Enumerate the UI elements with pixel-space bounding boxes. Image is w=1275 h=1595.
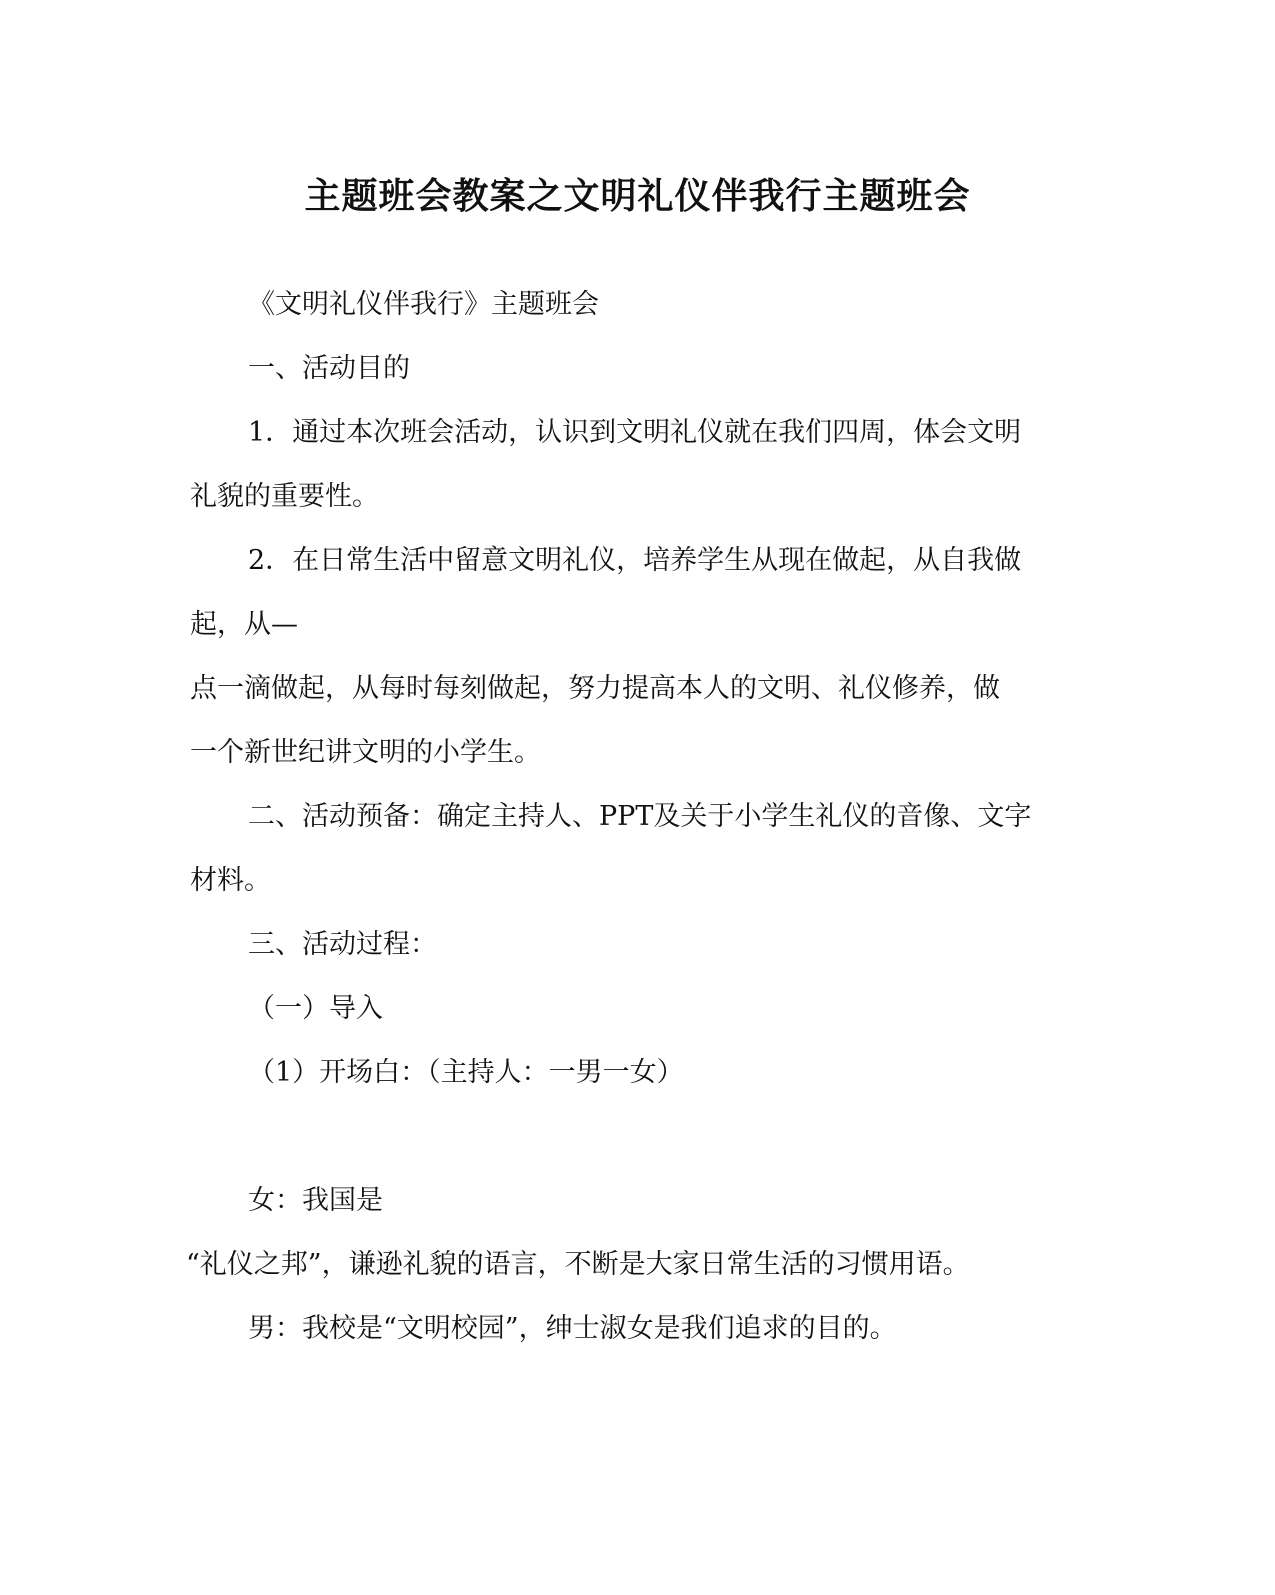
section-heading-process: 三、活动过程： [248, 929, 437, 960]
document-title: 主题班会教案之文明礼仪伴我行主题班会 [304, 175, 971, 217]
subtitle-line: 《文明礼仪伴我行》主题班会 [248, 289, 599, 320]
dialogue-line: “礼仪之邦”，谦逊礼貌的语言，不断是大家日常生活的习惯用语。 [186, 1249, 970, 1280]
paragraph-line: （1）开场白：（主持人：一男一女） [248, 1057, 684, 1088]
section-heading-preparation: 二、活动预备：确定主持人、PPT及关于小学生礼仪的音像、文字 [248, 801, 1032, 832]
paragraph-line: 礼貌的重要性。 [190, 481, 379, 512]
dialogue-line: 男：我校是“文明校园”，绅士淑女是我们追求的目的。 [248, 1313, 897, 1344]
paragraph-line: 起，从— [190, 609, 298, 640]
paragraph-line: 材料。 [190, 865, 271, 896]
section-heading-purpose: 一、活动目的 [248, 353, 410, 384]
paragraph-line: 一个新世纪讲文明的小学生。 [190, 737, 541, 768]
paragraph-line: 1．通过本次班会活动，认识到文明礼仪就在我们四周，体会文明 [248, 417, 1022, 448]
paragraph-line: 2．在日常生活中留意文明礼仪，培养学生从现在做起，从自我做 [248, 545, 1022, 576]
subsection-heading-intro: （一）导入 [248, 993, 383, 1024]
paragraph-line: 点一滴做起，从每时每刻做起，努力提高本人的文明、礼仪修养，做 [190, 673, 1000, 704]
dialogue-line: 女：我国是 [248, 1185, 383, 1216]
